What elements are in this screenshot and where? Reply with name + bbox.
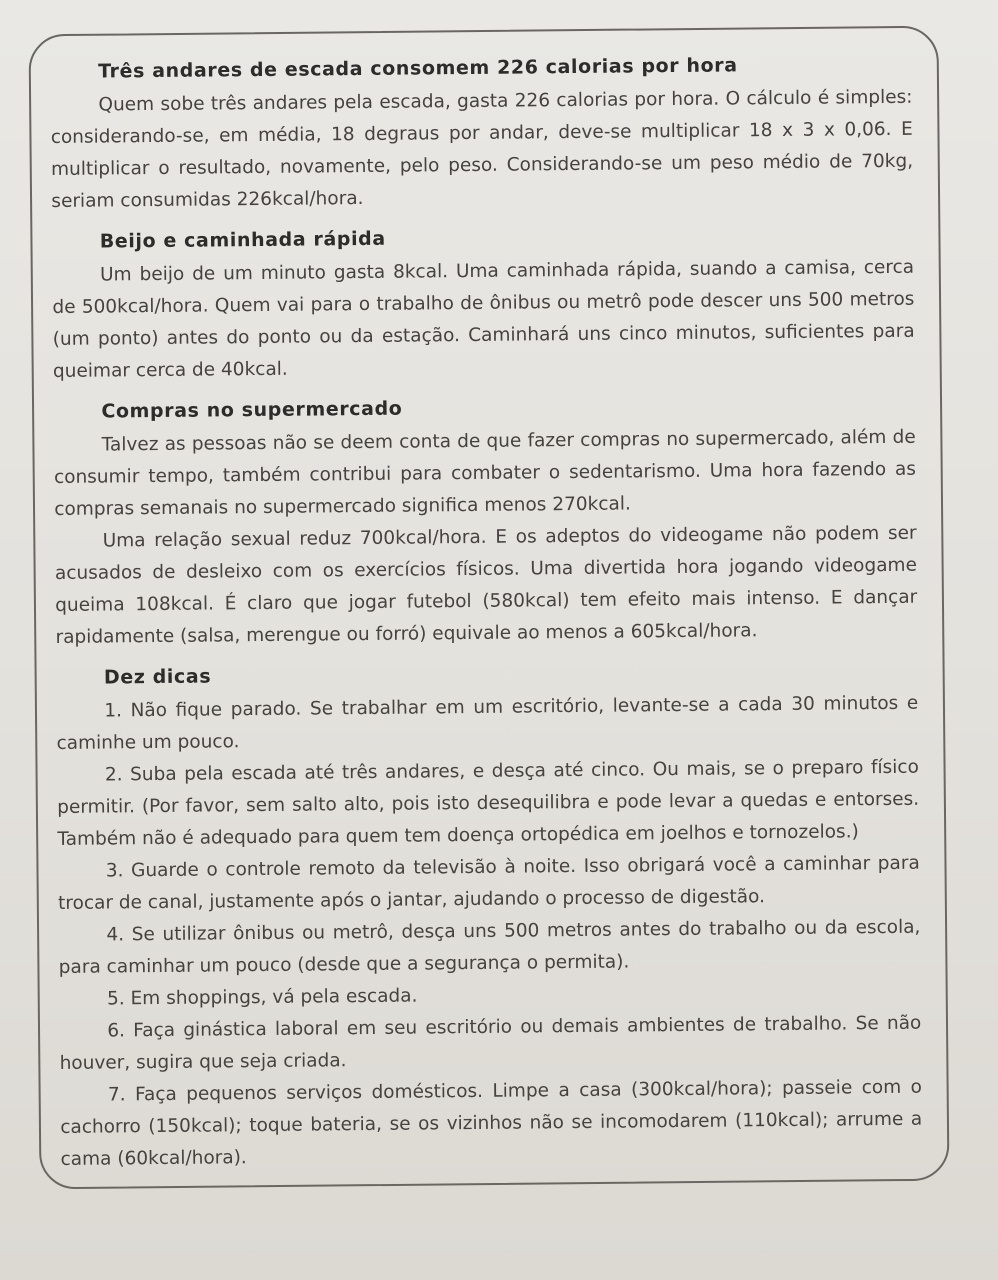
article-body	[50, 50, 923, 1186]
section-heading: Compras no supermercado	[101, 397, 403, 423]
paragraph: Um beijo de um minuto gasta 8kcal. Uma caminhada rápida, suando a camisa, cerca de 500kcal/hora. Quem vai para o trabalho de ônibus ou metrô pode descer uns 500 metros (um ponto) antes do ponto ou da estação. Caminhará uns cinco minutos, suficientes para queimar cerca de 40kcal.	[52, 256, 915, 382]
section-ten-tips	[56, 656, 923, 1176]
section-kiss-walk	[52, 220, 915, 388]
tip-item: 3. Guarde o controle remoto da televisão à noite. Isso obrigará você a caminhar para trocar de canal, justamente após o jantar, ajudando o processo de digestão.	[58, 852, 920, 914]
paragraph: Quem sobe três andares pela escada, gasta 226 calorias por hora. O cálculo é simples: considerando-se, em média, 18 degraus por andar, deve-se multiplicar 18 x 3 x 0,06. E multiplicar o resultado, novamente, pelo peso. Considerando-se um peso médio de 70kg, seriam consumidas 226kcal/hora.	[50, 86, 914, 212]
tip-item: 5. Em shoppings, vá pela escada.	[106, 985, 418, 1010]
section-heading: Dez dicas	[103, 665, 212, 689]
tip-item: 7. Faça pequenos serviços domésticos. Limpe a casa (300kcal/hora); passeie com o cachorro (150kcal); toque bateria, se os vizinhos não se incomodarem (110kcal); arrume a cama (60kcal/hora).	[60, 1076, 923, 1170]
tip-item: 2. Suba pela escada até três andares, e desça até cinco. Ou mais, se o preparo físico permitir. (Por favor, sem salto alto, pois isto desequilibra e pode levar a quedas e entorses. Também não é adequado para quem tem doença ortopédica em joelhos e tornozelos.)	[57, 756, 920, 850]
paragraph: Uma relação sexual reduz 700kcal/hora. E os adeptos do videogame não podem ser acusados de desleixo com os exercícios físicos. Uma divertida hora jogando videogame queima 108kcal. É claro que jogar futebol (580kcal) tem efeito mais intenso. E dançar rapidamente (salsa, merengue ou forró) equivale ao menos a 605kcal/hora.	[54, 522, 918, 648]
section-heading: Beijo e caminhada rápida	[99, 227, 386, 253]
section-supermarket	[53, 390, 917, 654]
tip-item: 1. Não fique parado. Se trabalhar em um escritório, levante-se a cada 30 minutos e caminhe um pouco.	[56, 692, 919, 754]
tip-item: 6. Faça ginástica laboral em seu escritório ou demais ambientes de trabalho. Se não houver, sugira que seja criada.	[59, 1012, 922, 1074]
tip-item: 4. Se utilizar ônibus ou metrô, desça uns 500 metros antes do trabalho ou da escola, para caminhar um pouco (desde que a segurança o permita).	[58, 916, 921, 978]
paragraph: Talvez as pessoas não se deem conta de que fazer compras no supermercado, além de consumir tempo, também contribui para combater o sedentarismo. Uma hora fazendo as compras semanais no supermercado significa menos 270kcal.	[53, 426, 917, 520]
section-heading: Três andares de escada consomem 226 calorias por hora	[98, 54, 738, 83]
section-stairs	[50, 50, 913, 218]
